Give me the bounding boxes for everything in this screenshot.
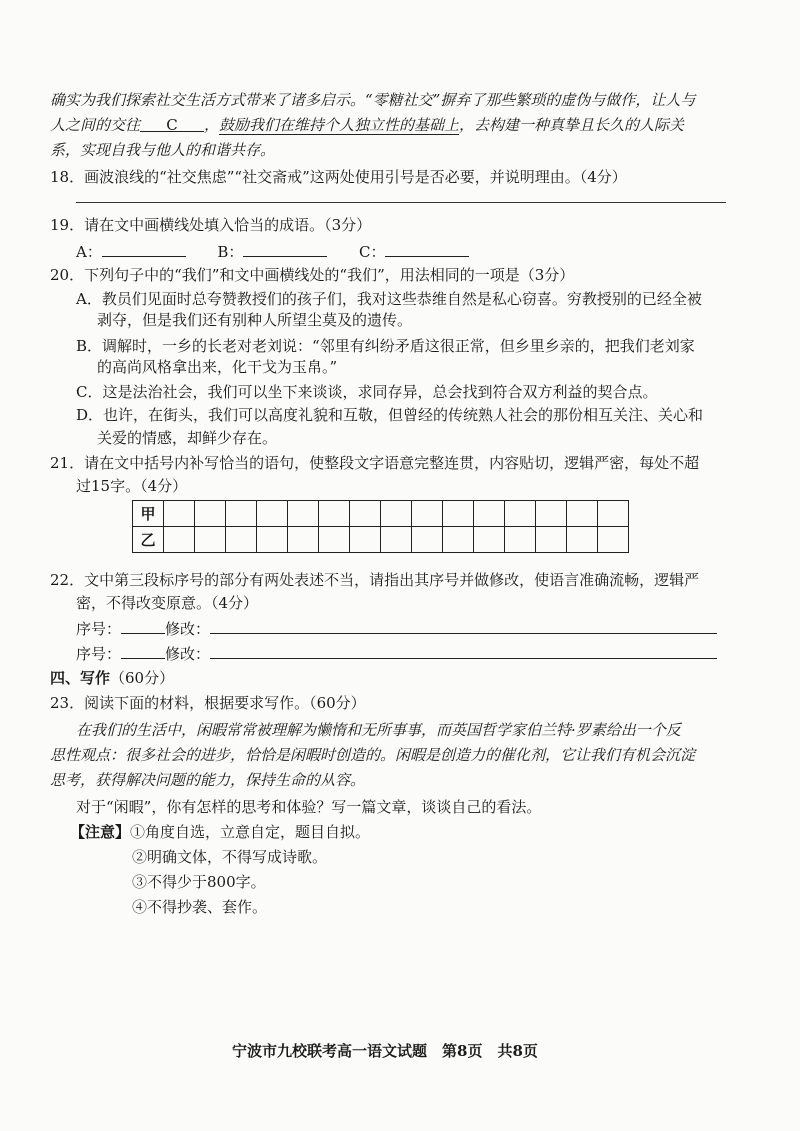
section-heading xyxy=(50,668,174,688)
passage-line-2 xyxy=(50,115,684,135)
question-19: 19．请在文中画横线处填入恰当的成语。（3分） xyxy=(50,216,372,234)
page-footer: 宁波市九校联考高一语文试题 第8页 共8页 xyxy=(232,1042,538,1060)
seq-label: 序号： xyxy=(76,645,122,663)
grid-label-yi: 乙 xyxy=(133,527,164,553)
note-3: ③不得少于800字。 xyxy=(132,873,266,891)
writing-prompt: 对于“闲暇”，你有怎样的思考和体验？写一篇文章，谈谈自己的看法。 xyxy=(76,798,542,816)
question-18: 18．画波浪线的“社交焦虑”“社交斋戒”这两处使用引号是否必要，并说明理由。（4分） xyxy=(50,168,627,186)
option-d-line-1: D．也许，在街头，我们可以高度礼貌和互敬，但曾经的传统熟人社会的那份相互关注、关心和 xyxy=(76,406,704,424)
passage-line-1: 确实为我们探索社交生活方式带来了诸多启示。“零糖社交”摒弃了那些繁琐的虚伪与做作，让人与 xyxy=(50,91,696,109)
question-21-line-2: 过15字。（4分） xyxy=(76,477,188,495)
answer-grid xyxy=(132,500,629,553)
note-label: 【注意】 xyxy=(70,823,131,841)
fix-blank xyxy=(210,617,717,634)
blank-c xyxy=(385,240,469,257)
passage-text: 人之间的交往 xyxy=(50,116,141,134)
blank-row xyxy=(76,240,469,262)
blank-c: C xyxy=(140,115,204,132)
passage-text: ，去构建一种真挚且长久的人际关 xyxy=(459,116,685,134)
material-line-2: 思性观点：很多社会的进步，恰恰是闲暇时创造的。闲暇是创造力的催化剂，它让我们有机会沉淀 xyxy=(50,746,696,764)
underlined-phrase: 鼓励我们在维持个人独立性的基础上 xyxy=(219,116,460,134)
question-23: 23．阅读下面的材料，根据要求写作。（60分） xyxy=(50,694,366,712)
passage-text: ， xyxy=(204,116,220,134)
answer-line xyxy=(76,202,726,203)
label-a: A： xyxy=(76,243,102,261)
fix-label: 修改： xyxy=(165,620,211,638)
blank-a xyxy=(102,240,186,257)
question-20: 20．下列句子中的“我们”和文中画横线处的“我们”，用法相同的一项是（3分） xyxy=(50,266,575,284)
grid-row-yi xyxy=(133,527,629,553)
note-line-1 xyxy=(70,822,370,842)
option-a-line-1: A．教员们见面时总夸赞教授们的孩子们，我对这些恭维自然是私心窃喜。穷教授别的已经全被 xyxy=(76,290,702,308)
note-4: ④不得抄袭、套作。 xyxy=(132,898,268,916)
seq-blank xyxy=(121,642,165,659)
label-b: B： xyxy=(217,243,244,261)
seq-blank xyxy=(121,617,165,634)
label-c: C： xyxy=(359,243,386,261)
option-b-line-2: 的高尚风格拿出来，化干戈为玉帛。” xyxy=(97,358,338,376)
note-2: ②明确文体，不得写成诗歌。 xyxy=(132,848,328,866)
material-line-3: 思考，获得解决问题的能力，保持生命的从容。 xyxy=(50,771,366,789)
revision-row-2 xyxy=(76,642,717,664)
option-d-line-2: 关爱的情感，却鲜少存在。 xyxy=(97,429,278,447)
grid-label-jia: 甲 xyxy=(133,501,164,527)
option-c: C．这是法治社会，我们可以坐下来谈谈，求同存异，总会找到符合双方利益的契合点。 xyxy=(76,383,658,401)
question-22-line-2: 密，不得改变原意。（4分） xyxy=(76,594,259,612)
option-a-line-2: 剥夺，但是我们还有别种人所望尘莫及的遗传。 xyxy=(97,311,413,329)
grid-row-jia xyxy=(133,501,629,527)
option-b-line-1: B．调解时，一乡的长老对老刘说：“邻里有纠纷矛盾这很正常，但乡里乡亲的，把我们老刘家 xyxy=(76,337,695,355)
seq-label: 序号： xyxy=(76,620,122,638)
section-title: 四、写作 xyxy=(50,669,111,687)
blank-b xyxy=(243,240,327,257)
section-score: （60分） xyxy=(110,669,175,687)
fix-label: 修改： xyxy=(165,645,211,663)
passage-line-3: 系，实现自我与他人的和谐共存。 xyxy=(50,141,276,159)
revision-row-1 xyxy=(76,617,717,639)
question-21-line-1: 21．请在文中括号内补写恰当的语句，使整段文字语意完整连贯，内容贴切，逻辑严密，每处不超 xyxy=(50,454,700,472)
fix-blank xyxy=(210,642,717,659)
note-1: ①角度自选，立意自定，题目自拟。 xyxy=(130,823,371,841)
question-22-line-1: 22．文中第三段标序号的部分有两处表述不当，请指出其序号并做修改，使语言准确流畅，逻辑严 xyxy=(50,571,700,589)
material-line-1: 在我们的生活中，闲暇常常被理解为懒惰和无所事事，而英国哲学家伯兰特·罗素给出一个反 xyxy=(76,721,681,739)
